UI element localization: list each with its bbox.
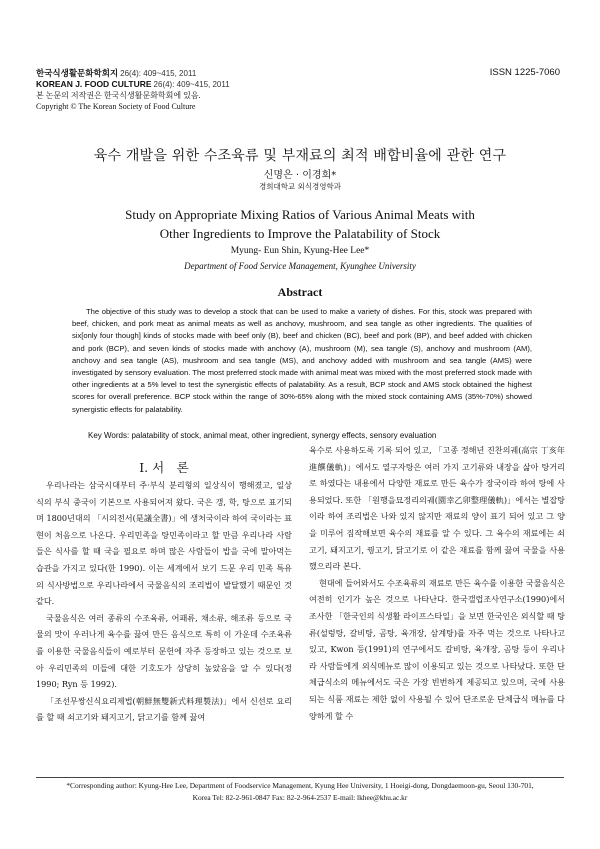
paragraph: 우리나라는 삼국시대부터 주·부식 분리형의 일상식이 행해졌고, 일상식의 부식 중국이 기본으로 사용되어져 왔다. 국은 갱, 학, 탕으로 표기되며 1800년대의 「시의전서(是議全書)」에 생처국이라 하여 국이라는 표현이 처음으로 나온다. 우리민족을 탕민족이라고 할 만큼 우리나라 사람들은 식사를 할 때 국을 필요로 하며 많은 사람들이 밥을 국에 말아먹는 습관을 가지고 있다(한 1990). 이는 세계에서 보기 드문 우리 민족 특유의 식사방법으로 우리나라에서 국물음식의 조리법이 발달했기 때문인 것 같다. bbox=[36, 480, 292, 607]
title-korean: 육수 개발을 위한 수조육류 및 부재료의 최적 배합비율에 관한 연구 bbox=[93, 148, 507, 164]
copyright-ko: 본 논문의 저작권은 한국식생활문화학회에 있음. bbox=[36, 91, 201, 100]
paragraph: 육수로 사용하도록 기록 되어 있고, 「고종 정해년 진찬의궤(高宗 丁亥年 進饌儀軌)」에서도 열구자탕은 여러 가지 고기류와 내장을 삶아 탕거리로 하였다는 내용에서 다양한 재료로 만든 육수가 장국이라 하여 탕에 사용되었다. 또한 「원행을묘정리의궤(園幸乙卯整理儀軌)」에서는 별잡탕이라 하여 조리법은 나와 있지 않지만 재료의 양이 표기 되어 있고 그 양을 미루어 짐작해보면 육수의 재료를 알 수 있다. 그 육수의 재료에는 쇠고기, 돼지고기, 꿩고기, 닭고기로 이 같은 재료를 함께 끓여 국물을 사용 했으리라 본다. bbox=[309, 445, 565, 572]
journal-header bbox=[36, 68, 230, 112]
abstract-heading: Abstract bbox=[277, 285, 323, 299]
authors-english: Myung- Eun Shin, Kyung-Hee Lee* bbox=[230, 246, 370, 256]
paragraph: 「조선무쌍신식요리제법(朝鮮無雙新式料理製法)」에서 신선로 요리를 할 때 쇠고기와 돼지고기, 닭고기를 함께 끓여 bbox=[36, 695, 292, 723]
footnote-line1: *Corresponding author: Kyung-Hee Lee, Department of Foodservice Management, Kyung Hee University, 1 Hoeigi-dong, Dongdaemoon-gu, Seoul 130-701, bbox=[66, 781, 534, 790]
affiliation-korean: 경희대학교 외식경영학과 bbox=[258, 182, 342, 191]
footnote-line2: Korea Tel: 82-2-961-0847 Fax: 82-2-964-2537 E-mail: lkhee@khu.ac.kr bbox=[192, 792, 408, 802]
abstract-body bbox=[72, 306, 532, 416]
keywords-label: Key Words: bbox=[88, 431, 130, 440]
journal-volume-en: 26(4): 409~415, 2011 bbox=[153, 80, 230, 89]
keywords bbox=[88, 431, 436, 440]
paragraph: 현대에 들어와서도 수조육류의 재료로 만든 육수를 이용한 국물음식은 여전히 인기가 높은 것으로 나타난다. 한국갤럽조사연구소(1990)에서 조사한 「한국인의 식생활 라이프스타일」을 보면 한국인은 외식할 때 탕류(설렁탕, 갈비탕, 곰탕, 육개장, 삼계탕)를 자주 먹는 것으로 나타나고 있고, Kwon 등(1991)의 연구에서도 갈비탕, 육개장, 곰탕 등이 우리나라 사람들에게 외식메뉴로 많이 이용되고 있는 것으로 나타났다. 또한 단체급식소의 메뉴에서도 국은 가장 빈번하게 제공되고 있으며, 국에 사용되는 식품 재료는 제한 없이 사용될 수 있어 단조로운 단체급식 메뉴를 다양하게 할 수 bbox=[309, 577, 565, 721]
body-column-right bbox=[309, 442, 565, 724]
title-english bbox=[0, 205, 600, 243]
title-english-line1: Study on Appropriate Mixing Ratios of Various Animal Meats with bbox=[125, 207, 475, 222]
body-column-left bbox=[36, 477, 292, 726]
issn: ISSN 1225-7060 bbox=[489, 67, 560, 78]
title-english-line2: Other Ingredients to Improve the Palatability of Stock bbox=[159, 226, 441, 241]
authors-korean: 신명은 · 이경희* bbox=[263, 170, 337, 181]
journal-volume: 26(4): 409~415, 2011 bbox=[120, 69, 197, 78]
abstract-text: The objective of this study was to develop a stock that can be used to make a variety of dishes. For this, stock was prepared with beef, chicken, and pork meat as animal meats as well as anchovy, mushroom, and sea tangle as other ingredients. The qualities of six[only four though] kinds of stocks made with beef only (B), beef and chicken (BC), beef and pork (BP), and beef added with chicken and pork (BCP), and seven kinds of stocks made with anchovy (A), mushroom (M), sea tangle (S), anchovy and mushroom (AM), anchovy and sea tangle (AS), mushroom and sea tangle (MS), and anchovy added with mushroom and sea tangle (AMS) were investigated by sensory evaluation. The most preferred stock made with animal meat was mixed with the most preferred stock made with other ingredients at a 5% level to test the synergistic effects of palatability. As a result, BCP stock and AMS stock obtained the highest scores for overall preference. BCP stock within the range of 30%-65% along with the mixed stock containing AMS (35%-70%) showed synergistic effects for palatability. bbox=[72, 307, 532, 414]
journal-name-ko: 한국식생활문화학회지 bbox=[36, 68, 119, 78]
keywords-list: palatability of stock, animal meat, other ingredient, synergy effects, sensory evaluation bbox=[131, 431, 437, 440]
footnote bbox=[36, 780, 564, 803]
paragraph: 국물음식은 여러 종류의 수조육류, 어패류, 채소류, 해조류 등으로 국물의 맛이 우러나게 육수를 끓여 만든 음식으로 특히 이 가운데 수조육류를 이용한 국물음식들이 예로부터 문헌에 자주 등장하고 있는 것으로 보아 우리민족의 미들에 대한 기호도가 상당히 높았음을 알 수 있다(정 1990; Ryn 등 1992). bbox=[36, 612, 292, 690]
footnote-divider bbox=[36, 777, 564, 778]
journal-name-en: KOREAN J. FOOD CULTURE bbox=[36, 79, 152, 89]
affiliation-english: Department of Food Service Management, Kyunghee University bbox=[184, 261, 416, 271]
section-title: Ⅰ. 서 론 bbox=[139, 460, 189, 475]
copyright-en: Copyright © The Korean Society of Food Culture bbox=[36, 102, 196, 111]
